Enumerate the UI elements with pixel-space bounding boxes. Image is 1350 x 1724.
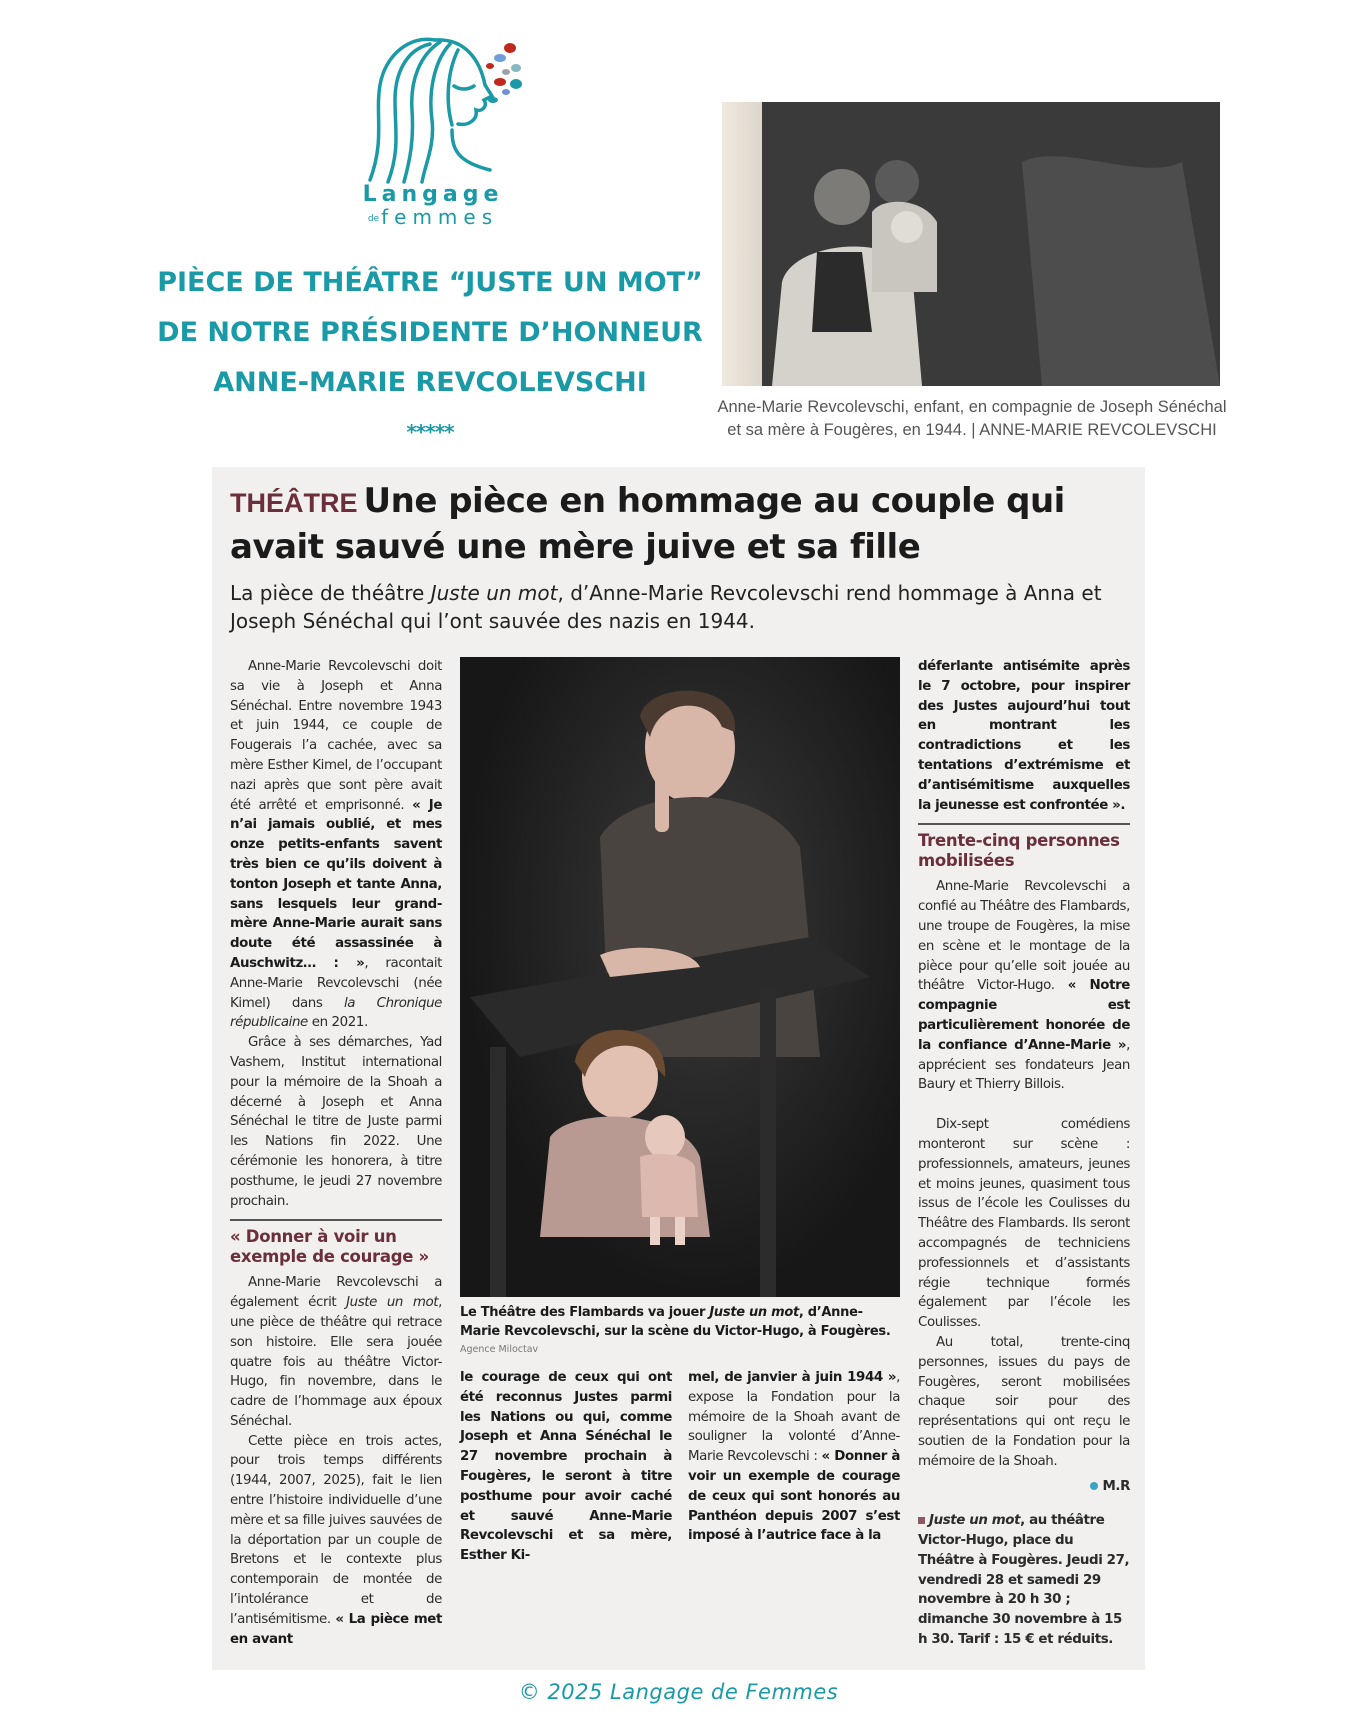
logo-wordmark	[348, 184, 518, 230]
author-signature: M.R	[918, 1477, 1130, 1497]
title-separator: *****	[406, 420, 454, 444]
bullet-square-icon	[918, 1517, 925, 1524]
article-body	[230, 657, 1130, 1650]
signature-dot-icon	[1090, 1482, 1098, 1490]
title-line: ANNE-MARIE REVCOLEVSCHI	[213, 367, 647, 398]
stage-photo-caption: Le Théâtre des Flambards va jouer Juste un mot, d’Anne-Marie Revcolevschi, sur la scène du Victor-Hugo, à Fougères.	[460, 1305, 891, 1339]
logo-word-langage: Langage	[362, 182, 504, 207]
article-middle	[460, 657, 900, 1566]
logo-word-femmes: de femmes	[367, 205, 499, 229]
paragraph: Cette pièce en trois actes, pour trois temps différents (1944, 2007, 2025), fait le lien entre l’histoire individuelle d’une mère et sa fille juives sauvées de la déportation par un couple de Bretons et le contexte plus contemporain de montée de l’intolérance et de l’antisémitisme. « La pièce met en avant	[230, 1433, 442, 1647]
paragraph: Au total, trente-cinq personnes, issues du pays de Fougères, seront mobilisées chaque soir pour des représentations qui ont reçu le soutien de la Fondation pour la mémoire de la Shoah.	[918, 1334, 1130, 1469]
article-lead: La pièce de théâtre Juste un mot, d’Anne-Marie Revcolevschi rend hommage à Anna et Joseph Sénéchal qui l’ont sauvée des nazis en 1944.	[230, 581, 1102, 633]
newspaper-clipping	[212, 467, 1145, 1670]
article-column-3	[918, 657, 1130, 1650]
photo-credit: Agence Miloctav	[460, 1344, 539, 1355]
paragraph: Anne-Marie Revcolevschi a confié au Théâtre des Flambards, une troupe de Fougères, la mise en scène et le montage de la pièce pour qu’elle soit jouée au théâtre Victor-Hugo. « Notre compagnie est particulièrement honorée de la confiance d’Anne-Marie », apprécient ses fondateurs Jean Baury et Thierry Billois.	[918, 879, 1130, 1093]
paragraph: Anne-Marie Revcolevschi doit sa vie à Joseph et Anna Sénéchal. Entre novembre 1943 et juin 1944, ce couple de Fougerais l’a cachée, avec sa mère Esther Kimel, de l’occupant nazi après que sont père avait été arrêté et emprisonné. « Je n’ai jamais oublié, et mes onze petits-enfants savent très bien ce qu’ils doivent à tonton Joseph et tante Anna, sans lesquels leur grand-mère Anne-Marie aurait sans doute été assassinée à Auschwitz… : », racontait Anne-Marie Revcolevschi (née Kimel) dans la Chronique républicaine en 2021.	[230, 659, 442, 1031]
paragraph: Anne-Marie Revcolevschi a également écrit Juste un mot, une pièce de théâtre qui retrace son histoire. Elle sera jouée quatre fois au théâtre Victor-Hugo, fin novembre, dans le cadre de l’hommage aux époux Sénéchal.	[230, 1275, 442, 1429]
article-headline: THÉÂTRE Une pièce en hommage au couple qui avait sauvé une mère juive et sa fille	[230, 481, 1065, 567]
stage-photo	[460, 657, 900, 1297]
woman-profile-logo-icon	[340, 30, 530, 190]
title-line: DE NOTRE PRÉSIDENTE D’HONNEUR	[157, 317, 703, 348]
event-info: Juste un mot, au théâtre Victor-Hugo, place du Théâtre à Fougères. Jeudi 27, vendredi 28 et samedi 29 novembre à 20 h 30 ; dimanche 30 novembre à 15 h 30. Tarif : 15 € et réduits.	[918, 1513, 1130, 1648]
title-line: PIÈCE DE THÉÂTRE “JUSTE UN MOT”	[157, 267, 703, 298]
article-column-2a	[460, 1368, 672, 1566]
page-title	[110, 258, 750, 408]
historic-family-photo	[722, 102, 1220, 386]
article-column-1	[230, 657, 442, 1649]
paragraph: le courage de ceux qui ont été reconnus Justes parmi les Nations ou qui, comme Joseph et Anna Sénéchal le 27 novembre prochain à Fougères, le seront à titre posthume pour avoir caché et sauvé Anne-Marie Revcolevschi et sa mère, Esther Ki-	[460, 1370, 672, 1564]
article-middle-columns	[460, 1368, 900, 1566]
top-photo-caption: Anne-Marie Revcolevschi, enfant, en compagnie de Joseph Sénéchal et sa mère à Fougères, en 1944. | ANNE-MARIE REVCOLEVSCHI	[717, 398, 1227, 439]
paragraph: Grâce à ses démarches, Yad Vashem, Institut international pour la mémoire de la Shoah a décerné à Joseph et Anna Sénéchal le titre de Juste parmi les Nations fin 2022. Une cérémonie les honorera, à titre posthume, le jeudi 27 novembre prochain.	[230, 1035, 442, 1209]
copyright-footer: © 2025 Langage de Femmes	[518, 1680, 839, 1704]
paragraph: Dix-sept comédiens monteront sur scène : professionnels, amateurs, jeunes et moins jeunes, quasiment tous issus de l’école les Coulisses du Théâtre des Flambards. Ils seront accompagnés de techniciens professionnels et d’assistants régie technique formés également par l’école les Coulisses.	[918, 1117, 1130, 1331]
article-kicker: THÉÂTRE	[230, 488, 358, 518]
article-column-2b	[688, 1368, 900, 1566]
paragraph: mel, de janvier à juin 1944 », expose la Fondation pour la mémoire de la Shoah avant de souligner la volonté d’Anne-Marie Revcolevschi : « Donner à voir un exemple de courage de ceux qui sont honorés au Panthéon depuis 2007 s’est imposé à l’autrice face à la	[688, 1370, 900, 1544]
subheading: « Donner à voir un exemple de courage »	[230, 1219, 442, 1267]
footer-area	[212, 1670, 1145, 1704]
subheading: Trente-cinq personnes mobilisées	[918, 823, 1130, 871]
paragraph: déferlante antisémite après le 7 octobre, pour inspirer des Justes aujourd’hui tout en montrant les contradictions et les tentations d’extrémisme et d’antisémitisme auxquelles la jeunesse est confrontée ».	[918, 659, 1130, 813]
